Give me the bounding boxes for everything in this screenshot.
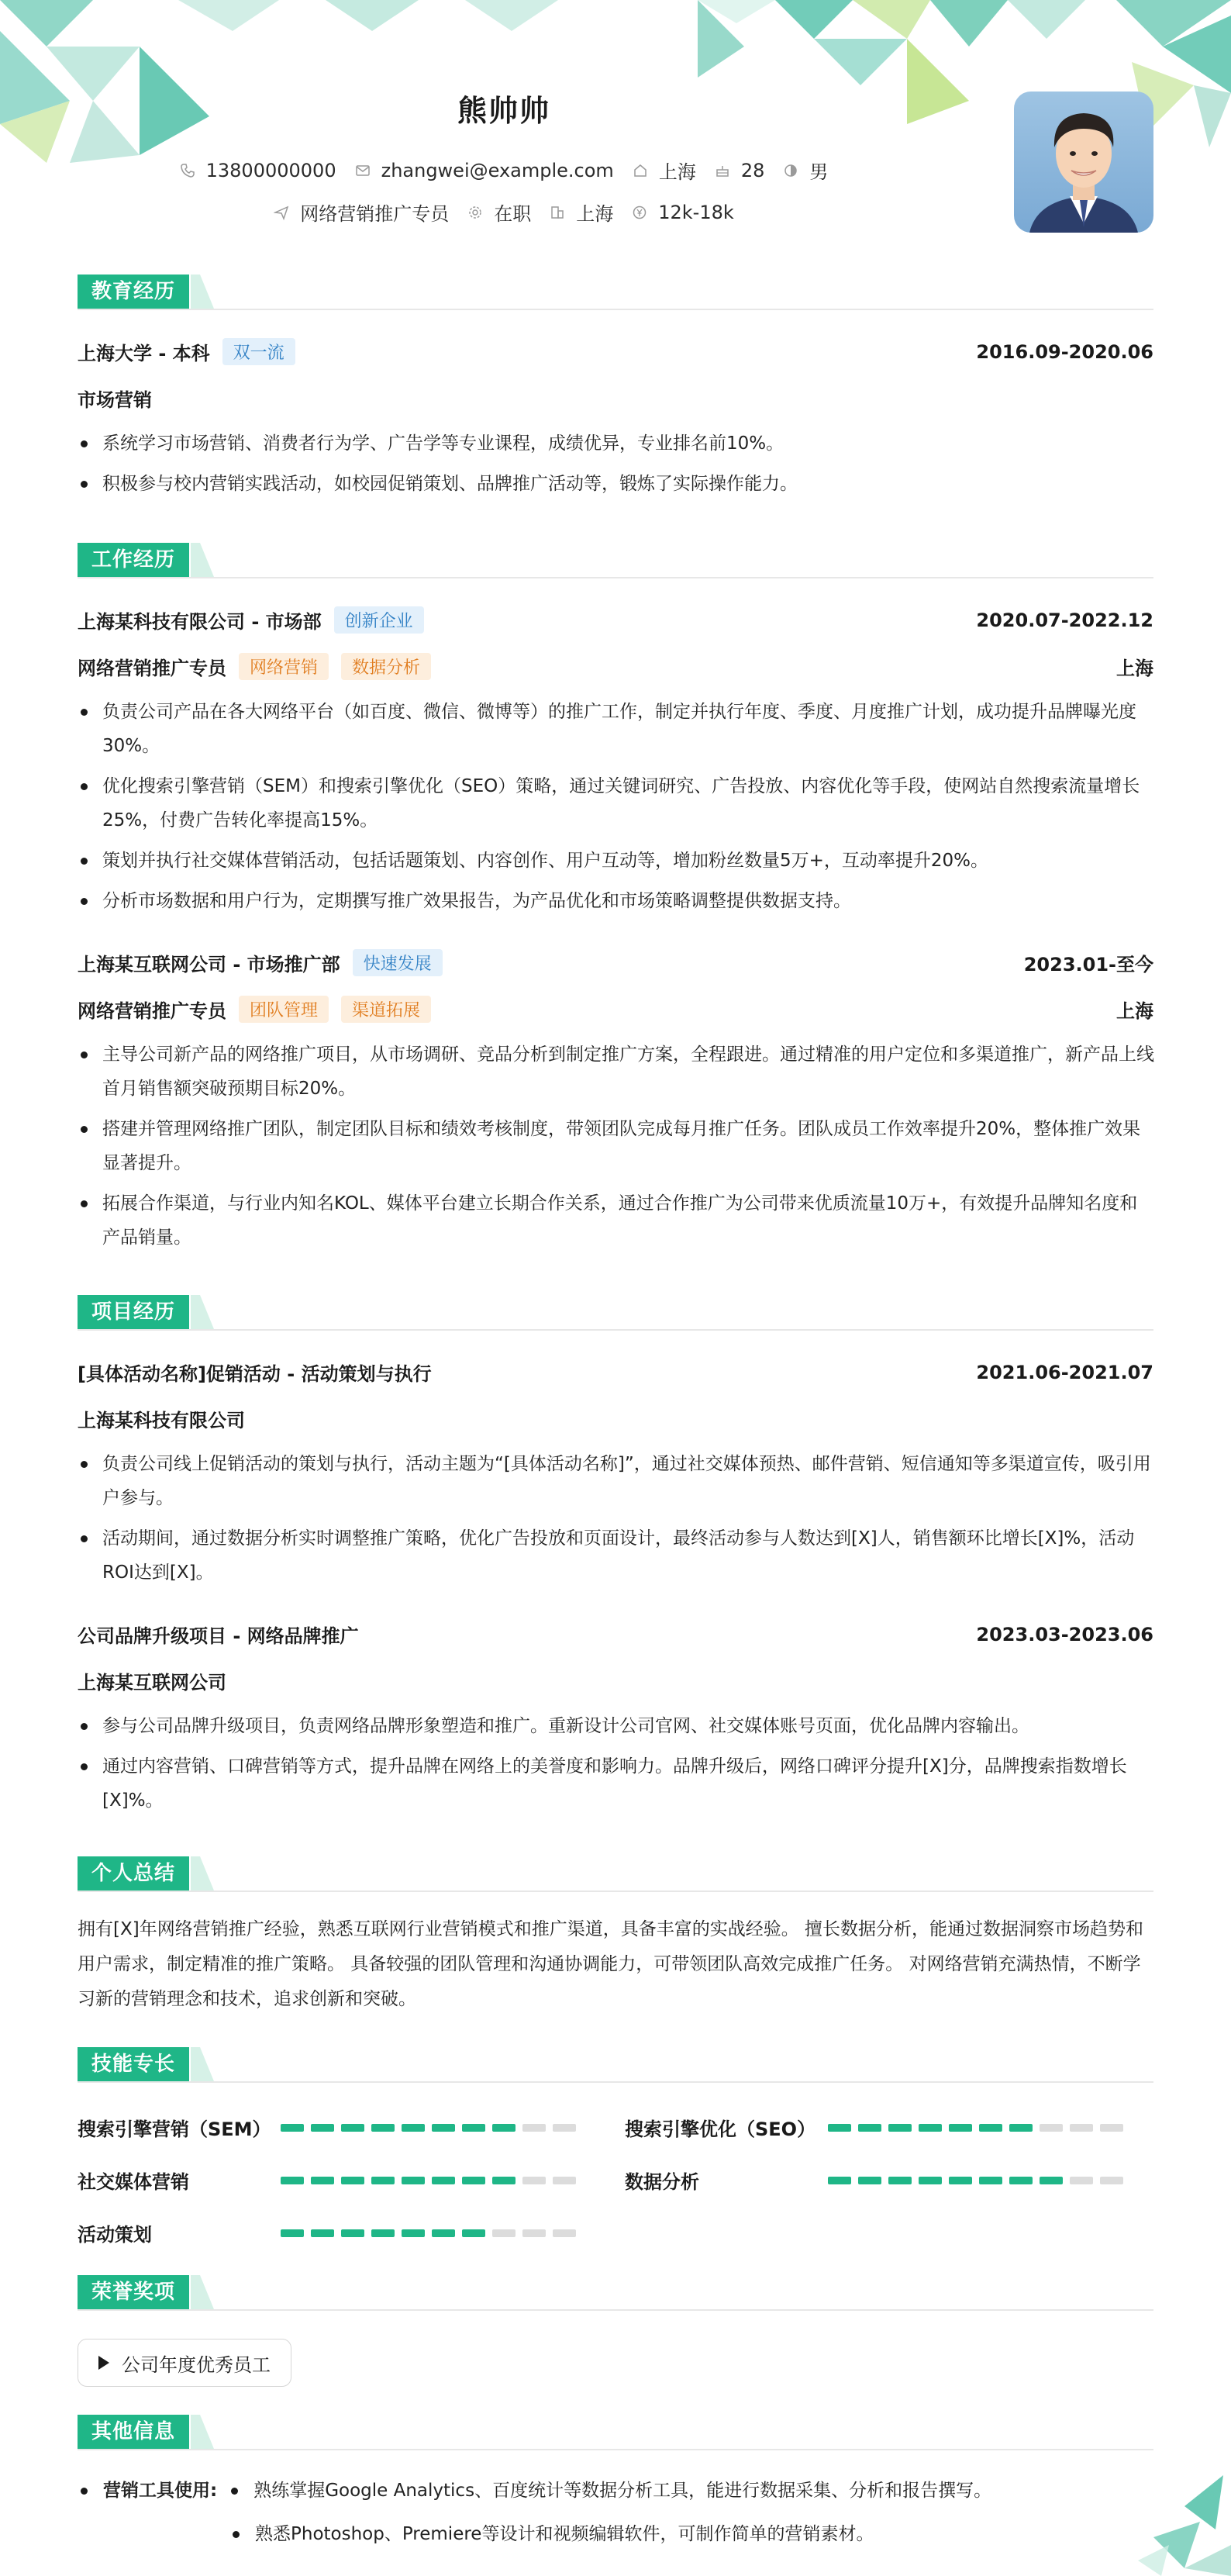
list-item: 活动期间，通过数据分析实时调整推广策略，优化广告投放和页面设计，最终活动参与人数达到[X]人，销售额环比增长[X]%，活动ROI达到[X]。 (78, 1521, 1155, 1590)
role-tag: 团队管理 (239, 996, 329, 1023)
list-item: 积极参与校内营销实践活动，如校园促销策划、品牌推广活动等，锻炼了实际操作能力。 (78, 467, 1155, 501)
other-row-2 (78, 2517, 1155, 2551)
skill-segment (1070, 2177, 1093, 2184)
home-icon (633, 163, 648, 178)
skill-level-bar (828, 2177, 1130, 2184)
section-divider (78, 309, 1153, 310)
list-item: 负责公司线上促销活动的策划与执行，活动主题为“[具体活动名称]”，通过社交媒体预热、邮件营销、短信通知等多渠道宣传，吸引用户参与。 (78, 1447, 1155, 1515)
yen-icon (632, 205, 647, 220)
section-tail (191, 1856, 214, 1891)
send-icon (274, 205, 289, 220)
location-text: 上海 (658, 161, 696, 183)
age-text: 28 (740, 159, 765, 181)
skill-segment (553, 2124, 576, 2132)
email-info (355, 160, 614, 181)
candidate-name: 熊帅帅 (457, 94, 550, 128)
skill-segment (828, 2124, 851, 2132)
work-2-header (78, 949, 1153, 976)
list-item: 负责公司产品在各大网络平台（如百度、微信、微博等）的推广工作，制定并执行年度、季度、月度推广计划，成功提升品牌曝光度30%。 (78, 695, 1155, 763)
education-header (78, 338, 1153, 365)
gender-info (783, 157, 828, 184)
skill-level-bar (828, 2124, 1130, 2132)
job-intent-row (0, 199, 1008, 226)
status-text: 在职 (494, 203, 532, 225)
bullet-dot (231, 2488, 238, 2495)
section-awards (78, 2275, 1153, 2311)
section-divider (78, 2309, 1153, 2311)
role-tag: 网络营销 (239, 653, 329, 680)
section-divider (78, 2081, 1153, 2083)
bullet-dot (81, 2488, 88, 2495)
work-date: 2020.07-2022.12 (976, 609, 1153, 631)
skill-segment (341, 2124, 364, 2132)
skill-segment (281, 2124, 304, 2132)
other-item: 熟练掌握Google Analytics、百度统计等数据分析工具，能进行数据采集、分析和报告撰写。 (253, 2481, 992, 2501)
skill-segment (828, 2177, 851, 2184)
major-name: 市场营销 (78, 389, 152, 411)
skill-segment (371, 2177, 395, 2184)
city-text: 上海 (576, 203, 614, 225)
skill-segment (402, 2124, 425, 2132)
list-item: 主导公司新产品的网络推广项目，从市场调研、竞品分析到制定推广方案，全程跟进。通过精准的用户定位和多渠道推广，新产品上线首月销售额突破预期目标20%。 (78, 1038, 1155, 1106)
list-item: 参与公司品牌升级项目，负责网络品牌形象塑造和推广。重新设计公司官网、社交媒体账号页面，优化品牌内容输出。 (78, 1709, 1155, 1743)
section-work-title: 工作经历 (78, 543, 189, 577)
section-tail (191, 2275, 214, 2309)
job-title-info (274, 199, 449, 226)
role-name: 网络营销推广专员 (78, 658, 226, 679)
phone-info (180, 160, 336, 181)
skill-segment (1009, 2177, 1033, 2184)
skill-segment (311, 2124, 334, 2132)
avatar (1014, 92, 1153, 233)
section-awards-title: 荣誉奖项 (78, 2275, 189, 2309)
skill-segment (1100, 2177, 1123, 2184)
skill-segment (341, 2229, 364, 2237)
project-date: 2021.06-2021.07 (976, 1361, 1153, 1383)
list-item: 拓展合作渠道，与行业内知名KOL、媒体平台建立长期合作关系，通过合作推广为公司带来优质流量10万+，有效提升品牌知名度和产品销量。 (78, 1186, 1155, 1255)
gear-icon (467, 205, 483, 220)
building-icon (550, 205, 565, 220)
skill-segment (432, 2124, 455, 2132)
section-skills-title: 技能专长 (78, 2047, 189, 2081)
section-project (78, 1295, 1153, 1331)
section-tail (191, 2047, 214, 2081)
skill-segment (919, 2177, 942, 2184)
project-1-company-row (78, 1405, 1153, 1432)
project-2-company-row (78, 1667, 1153, 1694)
skill-segment (949, 2177, 972, 2184)
section-divider (78, 2449, 1153, 2450)
salary-text: 12k-18k (658, 201, 734, 223)
list-item: 通过内容营销、口碑营销等方式，提升品牌在网络上的美誉度和影响力。品牌升级后，网络口碑评分提升[X]分，品牌搜索指数增长[X]%。 (78, 1749, 1155, 1818)
section-other-title: 其他信息 (78, 2415, 189, 2449)
skill-name: 数据分析 (625, 2171, 699, 2193)
contact-row (0, 157, 1008, 184)
school-name: 上海大学 - 本科 (78, 343, 210, 364)
company-name: 上海某科技有限公司 - 市场部 (78, 611, 322, 633)
skill-row (625, 2167, 1130, 2194)
work-2-role-row (78, 996, 1153, 1023)
skill-segment (402, 2177, 425, 2184)
skill-segment (858, 2124, 881, 2132)
skill-name: 搜索引擎营销（SEM） (78, 2118, 271, 2140)
skill-segment (492, 2124, 516, 2132)
phone-icon (180, 163, 195, 178)
skill-row (625, 2114, 1130, 2141)
section-education (78, 275, 1153, 310)
project-company: 上海某互联网公司 (78, 1672, 226, 1694)
bullet-dot (233, 2531, 240, 2538)
project-2-header (78, 1621, 1153, 1648)
email-text: zhangwei@example.com (381, 159, 614, 181)
skill-segment (371, 2124, 395, 2132)
section-summary (78, 1856, 1153, 1892)
skill-segment (432, 2229, 455, 2237)
skill-segment (979, 2124, 1002, 2132)
award-badge (78, 2339, 291, 2387)
company-name: 上海某互联网公司 - 市场推广部 (78, 954, 340, 975)
skill-segment (341, 2177, 364, 2184)
section-summary-title: 个人总结 (78, 1856, 189, 1891)
age-info (715, 160, 765, 181)
skill-name: 活动策划 (78, 2224, 152, 2246)
section-education-title: 教育经历 (78, 275, 189, 309)
other-row-1 (78, 2474, 1155, 2508)
summary-text: 拥有[X]年网络营销推广经验，熟悉互联网行业营销模式和推广渠道，具备丰富的实战经验。 擅长数据分析，能通过数据洞察市场趋势和用户需求，制定精准的推广策略。 具备较强的团队管理和沟通协调能力，可带领团队高效完成推广任务。 对网络营销充满热情，不断学习新的营销理念和技术，追求创新和突破。 (78, 1919, 1144, 2009)
skill-row (78, 2114, 583, 2141)
section-work (78, 543, 1153, 578)
skill-segment (492, 2229, 516, 2237)
skill-segment (462, 2229, 485, 2237)
skill-segment (858, 2177, 881, 2184)
work-1-bullets (78, 695, 1155, 924)
skill-segment (311, 2229, 334, 2237)
skill-segment (492, 2177, 516, 2184)
skill-segment (1009, 2124, 1033, 2132)
work-city: 上海 (1116, 658, 1153, 679)
skill-segment (1040, 2177, 1063, 2184)
skill-row (78, 2219, 583, 2246)
skill-segment (462, 2124, 485, 2132)
other-item: 熟悉Photoshop、Premiere等设计和视频编辑软件，可制作简单的营销素材。 (255, 2524, 874, 2544)
gender-icon (783, 163, 798, 178)
section-project-title: 项目经历 (78, 1295, 189, 1329)
section-tail (191, 2415, 214, 2449)
skill-segment (402, 2229, 425, 2237)
skill-segment (281, 2177, 304, 2184)
role-tag: 渠道拓展 (341, 996, 431, 1023)
project-title: 公司品牌升级项目 - 网络品牌推广 (78, 1625, 359, 1647)
skill-segment (888, 2177, 912, 2184)
salary-info (632, 202, 734, 223)
skill-segment (281, 2229, 304, 2237)
section-tail (191, 543, 214, 577)
skill-segment (371, 2229, 395, 2237)
skill-segment (1100, 2124, 1123, 2132)
list-item: 分析市场数据和用户行为，定期撰写推广效果报告，为产品优化和市场策略调整提供数据支持。 (78, 884, 1155, 918)
project-title: [具体活动名称]促销活动 - 活动策划与执行 (78, 1363, 432, 1385)
play-icon (98, 2356, 109, 2370)
project-date: 2023.03-2023.06 (976, 1623, 1153, 1645)
skill-segment (522, 2124, 546, 2132)
project-company: 上海某科技有限公司 (78, 1410, 245, 1431)
role-name: 网络营销推广专员 (78, 1000, 226, 1022)
section-other (78, 2415, 1153, 2450)
city-info (550, 199, 613, 226)
award-text: 公司年度优秀员工 (122, 2353, 271, 2376)
skill-segment (553, 2177, 576, 2184)
skill-segment (1040, 2124, 1063, 2132)
education-bullets (78, 426, 1155, 507)
work-city: 上海 (1116, 1000, 1153, 1022)
list-item: 搭建并管理网络推广团队，制定团队目标和绩效考核制度，带领团队完成每月推广任务。团队成员工作效率提升20%，整体推广效果显著提升。 (78, 1112, 1155, 1180)
project-1-header (78, 1359, 1153, 1386)
section-tail (191, 275, 214, 309)
skill-segment (949, 2124, 972, 2132)
company-tag: 快速发展 (353, 949, 443, 976)
phone-text: 13800000000 (205, 159, 336, 181)
section-divider (78, 1329, 1153, 1331)
list-item: 系统学习市场营销、消费者行为学、广告学等专业课程，成绩优异，专业排名前10%。 (78, 426, 1155, 461)
education-date: 2016.09-2020.06 (976, 340, 1153, 363)
skill-segment (1070, 2124, 1093, 2132)
skill-level-bar (281, 2124, 583, 2132)
list-item: 优化搜索引擎营销（SEM）和搜索引擎优化（SEO）策略，通过关键词研究、广告投放、内容优化等手段，使网站自然搜索流量增长25%，付费广告转化率提高15%。 (78, 769, 1155, 837)
role-tag: 数据分析 (341, 653, 431, 680)
skill-segment (462, 2177, 485, 2184)
education-major-row (78, 385, 1153, 412)
cake-icon (715, 163, 730, 178)
skill-row (78, 2167, 583, 2194)
skill-segment (919, 2124, 942, 2132)
skill-segment (553, 2229, 576, 2237)
other-label: 营销工具使用: (103, 2481, 218, 2501)
skill-segment (432, 2177, 455, 2184)
gender-text: 男 (809, 161, 829, 183)
section-divider (78, 577, 1153, 578)
section-tail (191, 1295, 214, 1329)
skill-segment (888, 2124, 912, 2132)
status-info (467, 199, 531, 226)
section-divider (78, 1891, 1153, 1892)
skill-segment (522, 2229, 546, 2237)
project-1-bullets (78, 1447, 1155, 1596)
section-skills (78, 2047, 1153, 2083)
skill-name: 搜索引擎优化（SEO） (625, 2118, 816, 2140)
skill-level-bar (281, 2177, 583, 2184)
skill-level-bar (281, 2229, 583, 2237)
work-date: 2023.01-至今 (1023, 954, 1153, 975)
mail-icon (355, 163, 371, 178)
school-tag: 双一流 (222, 338, 295, 365)
skill-name: 社交媒体营销 (78, 2171, 189, 2193)
work-2-bullets (78, 1038, 1155, 1261)
location-info (633, 157, 696, 184)
job-title-text: 网络营销推广专员 (300, 203, 450, 225)
company-tag: 创新企业 (334, 606, 424, 634)
skill-segment (979, 2177, 1002, 2184)
skill-segment (522, 2177, 546, 2184)
list-item: 策划并执行社交媒体营销活动，包括话题策划、内容创作、用户互动等，增加粉丝数量5万+，互动率提升20%。 (78, 844, 1155, 878)
work-1-header (78, 606, 1153, 634)
work-1-role-row (78, 653, 1153, 680)
project-2-bullets (78, 1709, 1155, 1824)
skill-segment (311, 2177, 334, 2184)
